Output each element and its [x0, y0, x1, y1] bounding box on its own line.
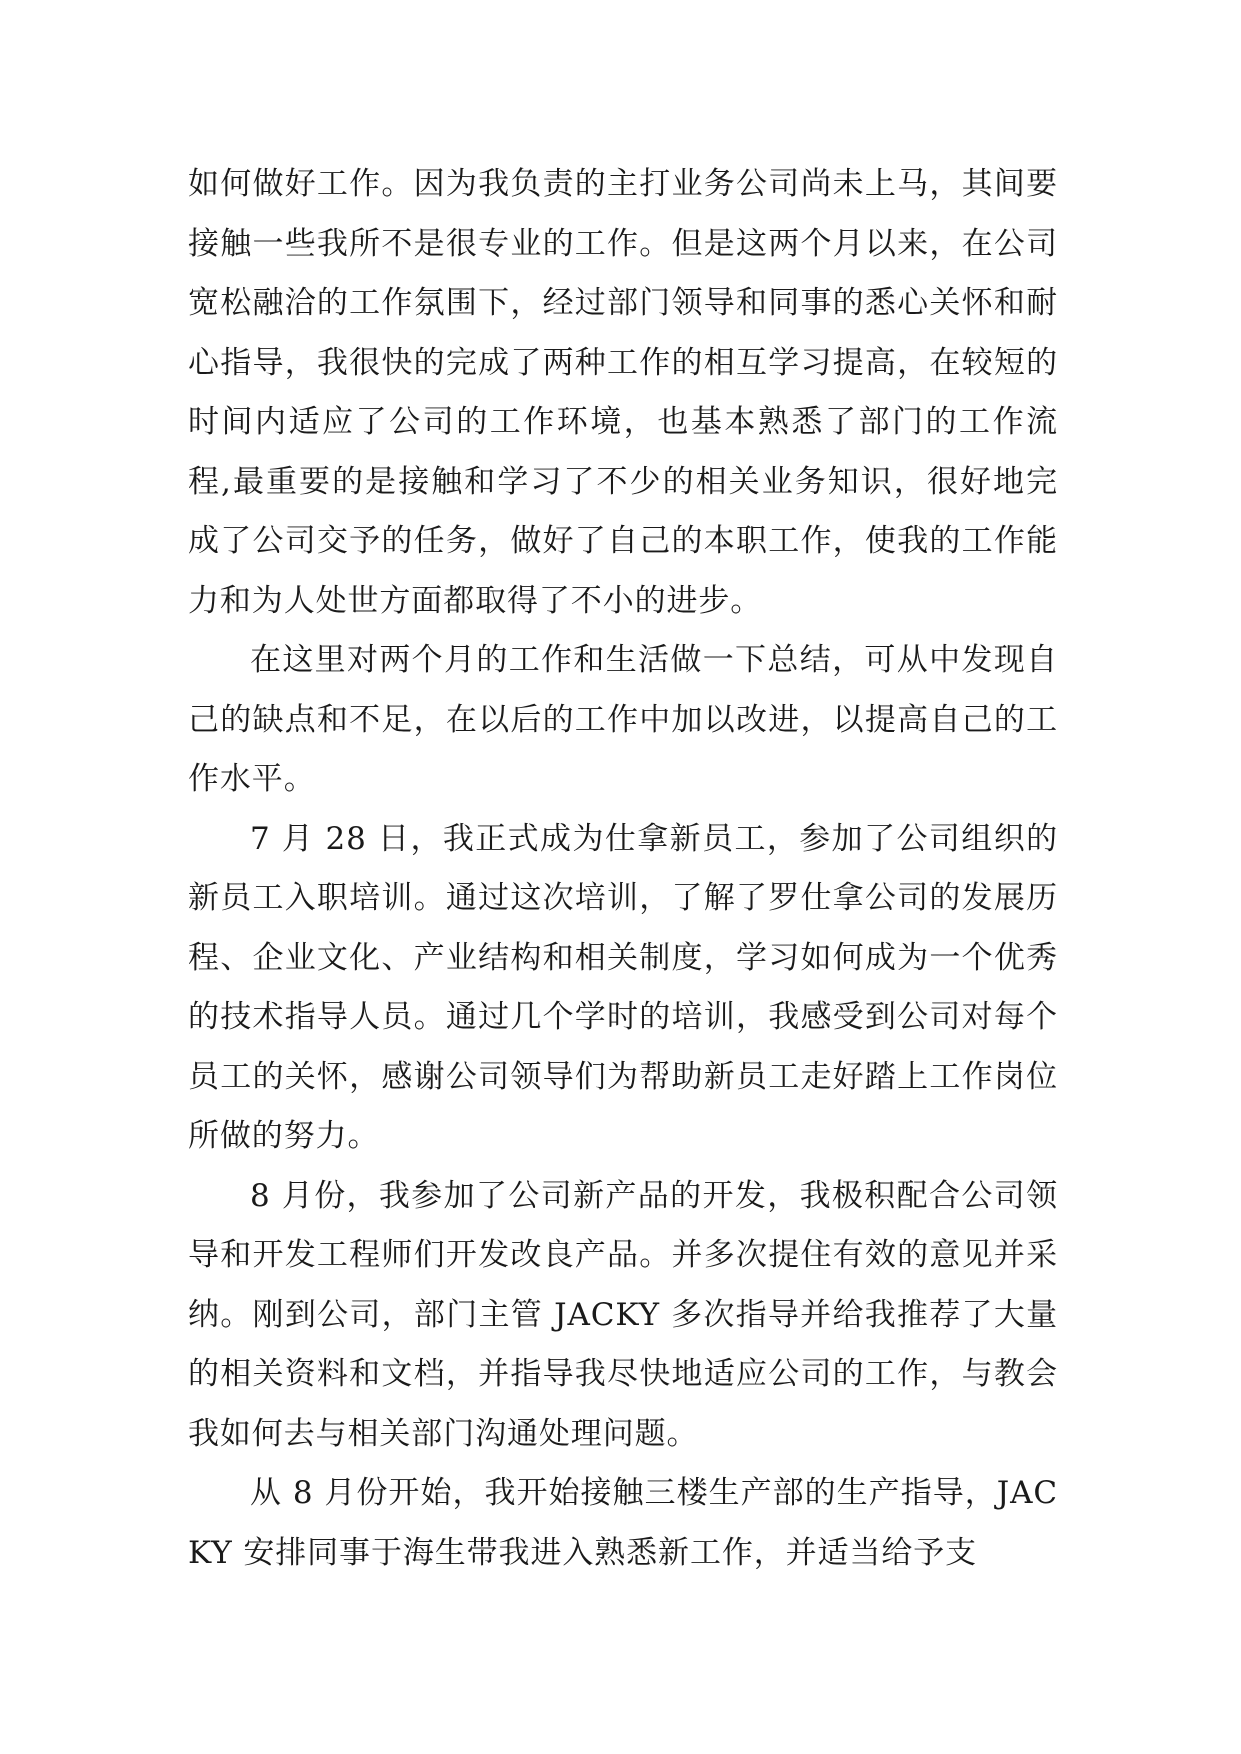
- paragraph-3: 7 月 28 日，我正式成为仕拿新员工，参加了公司组织的新员工入职培训。通过这次培训，了解了罗仕拿公司的发展历程、企业文化、产业结构和相关制度，学习如何成为一个优秀的技术指导人员。通过几个学时的培训，我感受到公司对每个员工的关怀，感谢公司领导们为帮助新员工走好踏上工作岗位所做的努力。: [188, 820, 1058, 1154]
- paragraph-2: 在这里对两个月的工作和生活做一下总结，可从中发现自己的缺点和不足，在以后的工作中加以改进，以提高自己的工作水平。: [188, 642, 1058, 797]
- paragraph-5: 从 8 月份开始，我开始接触三楼生产部的生产指导，JACKY 安排同事于海生带我进入熟悉新工作，并适当给予支: [188, 1475, 1058, 1571]
- paragraph-1: 如何做好工作。因为我负责的主打业务公司尚未上马，其间要接触一些我所不是很专业的工作。但是这两个月以来，在公司宽松融洽的工作氛围下，经过部门领导和同事的悉心关怀和耐心指导，我很快的完成了两种工作的相互学习提高，在较短的时间内适应了公司的工作环境，也基本熟悉了部门的工作流程,最重要的是接触和学习了不少的相关业务知识，很好地完成了公司交予的任务，做好了自己的本职工作，使我的工作能力和为人处世方面都取得了不小的进步。: [188, 166, 1058, 619]
- document-body: [188, 155, 1058, 1583]
- paragraph-4: 8 月份，我参加了公司新产品的开发，我极积配合公司领导和开发工程师们开发改良产品。并多次提住有效的意见并采纳。刚到公司，部门主管 JACKY 多次指导并给我推荐了大量的相关资料和文档，并指导我尽快地适应公司的工作，与教会我如何去与相关部门沟通处理问题。: [188, 1177, 1058, 1452]
